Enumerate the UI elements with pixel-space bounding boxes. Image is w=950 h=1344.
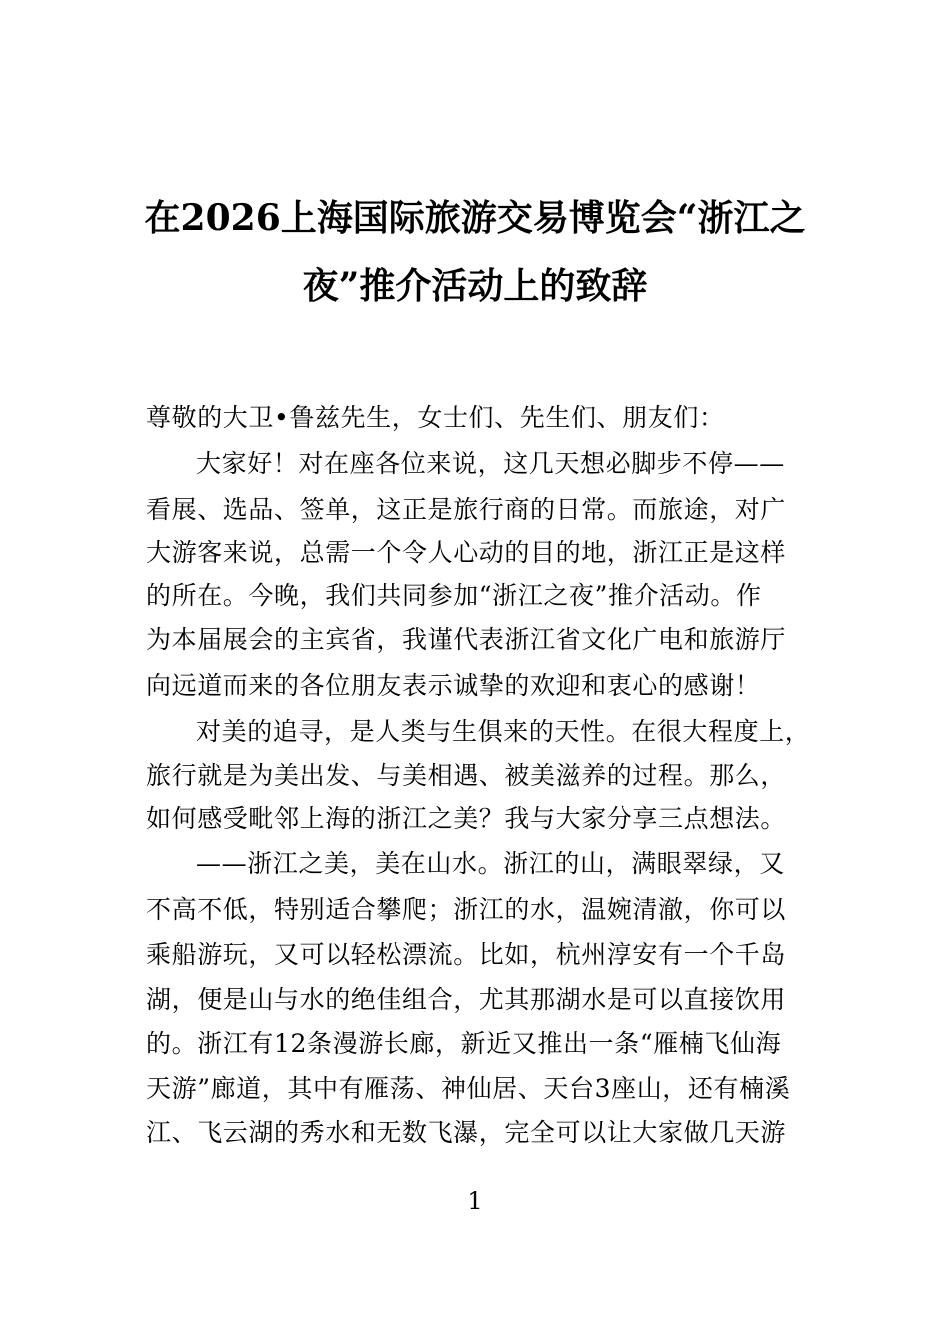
body-line: 乘船游玩，又可以轻松漂流。比如，杭州淳安有一个千岛: [146, 940, 787, 969]
body-line: 如何感受毗邻上海的浙江之美？我与大家分享三点想法。: [146, 804, 787, 833]
body-line: 向远道而来的各位朋友表示诚挚的欢迎和衷心的感谢！: [146, 671, 761, 700]
body-line: 对美的追寻，是人类与生俱来的天性。在很大程度上，: [196, 717, 811, 746]
body-line: 的所在。今晚，我们共同参加“浙江之夜”推介活动。作: [146, 581, 762, 610]
body-line: 不高不低，特别适合攀爬；浙江的水，温婉清澈，你可以: [146, 895, 787, 924]
body-line: 江、飞云湖的秀水和无数飞瀑，完全可以让大家做几天游: [146, 1118, 787, 1147]
document-title-line-1: 在2026上海国际旅游交易博览会“浙江之: [144, 197, 806, 239]
body-line: ——浙江之美，美在山水。浙江的山，满眼翠绿，又: [196, 849, 785, 878]
body-line: 天游”廊道，其中有雁荡、神仙居、天台3座山，还有楠溪: [146, 1074, 791, 1103]
salutation-line: 尊敬的大卫•鲁兹先生，女士们、先生们、朋友们：: [146, 403, 725, 432]
body-line: 为本届展会的主宾省，我谨代表浙江省文化广电和旅游厅: [146, 625, 787, 654]
document-title-line-2: 夜”推介活动上的致辞: [302, 265, 648, 307]
body-line: 大家好！对在座各位来说，这几天想必脚步不停——: [196, 449, 785, 478]
body-line: 看展、选品、签单，这正是旅行商的日常。而旅途，对广: [146, 495, 787, 524]
page-number: 1: [467, 1187, 483, 1215]
body-line: 湖，便是山与水的绝佳组合，尤其那湖水是可以直接饮用: [146, 985, 787, 1014]
body-line: 的。浙江有12条漫游长廊，新近又推出一条“雁楠飞仙海: [146, 1029, 782, 1058]
body-line: 旅行就是为美出发、与美相遇、被美滋养的过程。那么，: [146, 761, 787, 790]
body-line: 大游客来说，总需一个令人心动的目的地，浙江正是这样: [146, 538, 787, 567]
